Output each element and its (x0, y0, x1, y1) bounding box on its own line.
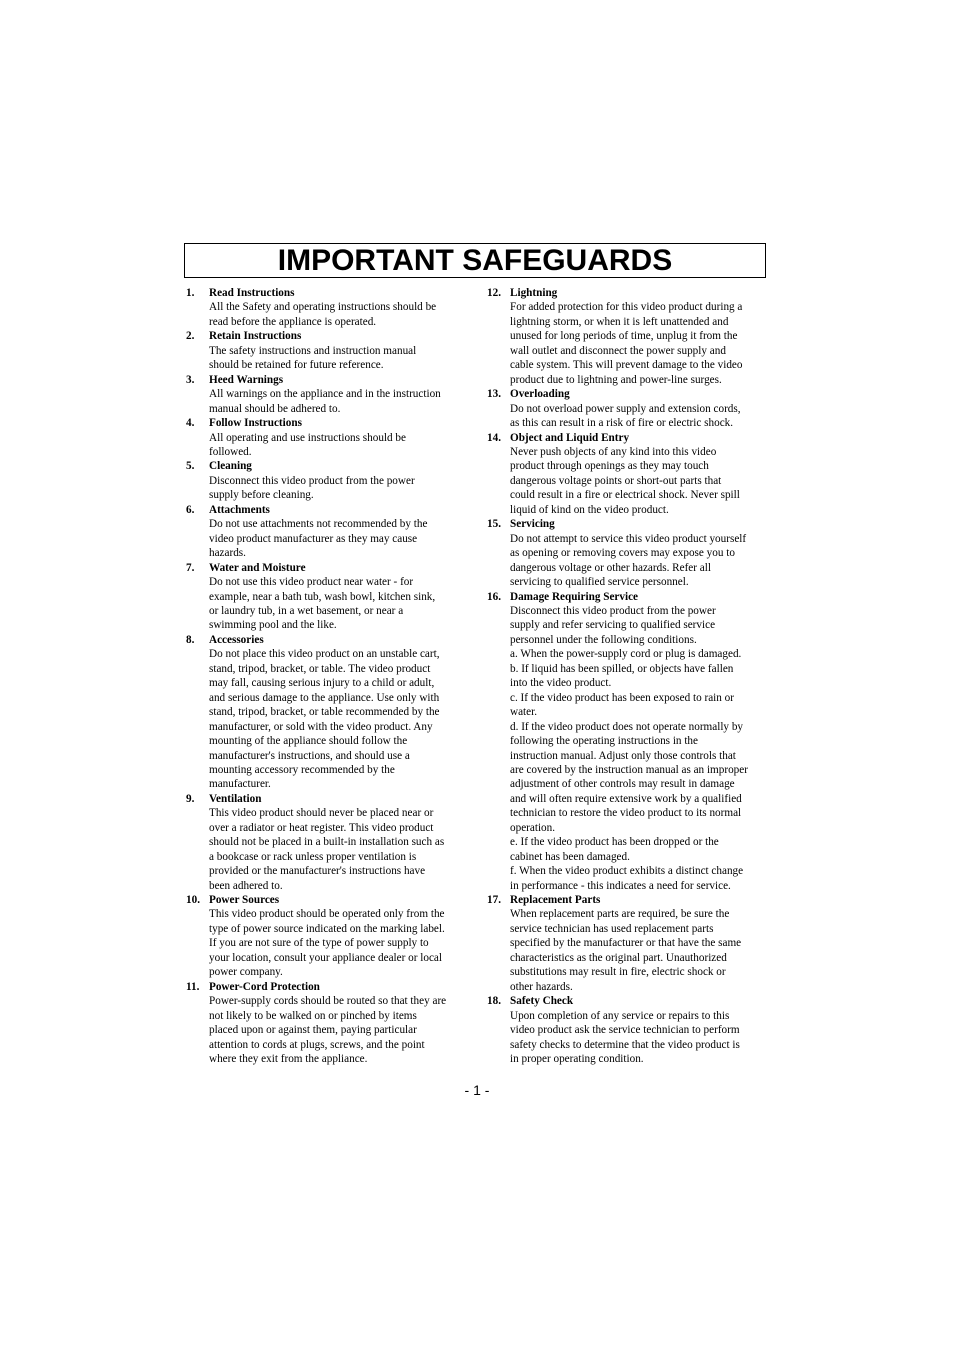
item-number: 9. (186, 792, 195, 805)
item-number: 1. (186, 287, 195, 299)
item-number: 12. (487, 287, 501, 299)
safeguard-item (186, 980, 468, 1067)
item-number: 2. (186, 330, 195, 343)
right-column (487, 286, 769, 1066)
item-number: 18. (487, 995, 501, 1008)
safeguard-item (186, 633, 468, 792)
item-heading: Lightning (510, 287, 558, 299)
safeguard-item (487, 994, 769, 1066)
item-number: 16. (487, 590, 501, 603)
safeguard-item (487, 387, 769, 430)
safeguard-item (186, 286, 468, 329)
item-text: Never push objects of any kind into this video product through openings as they may touch dangerous voltage points or short-out parts that could result in a fire or electrical shock. Never spill liquid of kind on the video product. (510, 445, 740, 516)
item-heading: Retain Instructions (209, 330, 302, 343)
item-text: Power-supply cords should be routed so that they are not likely to be walked on or pinched by items placed upon or against them, paying particular attention to cords at plugs, screws, and the point where they exit from the appliance. (209, 995, 447, 1066)
item-number: 17. (487, 894, 501, 907)
item-heading: Ventilation (209, 792, 262, 805)
page-title: IMPORTANT SAFEGUARDS (277, 243, 673, 277)
item-number: 7. (186, 561, 195, 574)
safeguard-item (487, 286, 769, 387)
item-text: This video product should be operated only from the type of power source indicated on the marking label. If you are not sure of the type of power supply to your location, consult your appliance dealer or local power company. (209, 908, 445, 979)
item-text: Do not overload power supply and extension cords, as this can result in a risk of fire or electric shock. (510, 402, 741, 430)
safeguard-item (186, 561, 468, 633)
item-text: Disconnect this video product from the power supply and refer servicing to qualified service personnel under the following conditions. a. When the power-supply cord or plug is damaged. b. If liquid has been spilled, or objects have fallen into the video product. c. If the video product has been exposed to rain or water. d. If the video product does not operate normally by following the operating instructions in the instruction manual. Adjust only those controls that are covered by the instruction manual as an improper adjustment of other controls may result in damage and will often require extensive work by a qualified technician to restore the video product to its normal operation. e. If the video product has been dropped or the cabinet has been damaged. f. When the video product exhibits a distinct change in performance - this indicates a need for service. (510, 604, 748, 892)
item-heading: Heed Warnings (209, 373, 284, 386)
item-number: 13. (487, 388, 501, 401)
item-text: Disconnect this video product from the power supply before cleaning. (209, 474, 415, 502)
item-number: 6. (186, 503, 195, 516)
safeguard-item (186, 373, 468, 416)
safeguard-item (487, 517, 769, 589)
item-heading: Accessories (209, 633, 264, 646)
item-number: 4. (186, 417, 195, 430)
item-heading: Power Sources (209, 894, 280, 907)
item-heading: Follow Instructions (209, 417, 302, 430)
item-number: 15. (487, 518, 501, 531)
item-number: 14. (487, 431, 501, 444)
item-number: 5. (186, 460, 195, 473)
item-heading: Damage Requiring Service (510, 590, 639, 603)
safeguard-item (487, 431, 769, 518)
item-heading: Safety Check (510, 995, 574, 1008)
safeguard-item (186, 329, 468, 372)
left-column (186, 286, 468, 1066)
item-text: Do not attempt to service this video product yourself as opening or removing covers may expose you to dangerous voltage or other hazards. Refer all servicing to qualified service personnel. (510, 532, 747, 589)
safeguard-item (186, 459, 468, 502)
item-heading: Power-Cord Protection (209, 980, 320, 993)
item-text: All operating and use instructions should be followed. (209, 431, 406, 458)
item-text: This video product should never be placed near or over a radiator or heat register. This video product should not be placed in a built-in installation such as a bookcase or rack unless proper ventilation is provided or the manufacturer's instructions have been adhered to. (209, 807, 445, 892)
item-heading: Replacement Parts (510, 894, 601, 907)
item-heading: Servicing (510, 518, 555, 531)
item-number: 8. (186, 633, 195, 646)
item-number: 10. (186, 894, 200, 907)
item-text: Do not place this video product on an unstable cart, stand, tripod, bracket, or table. The video product may fall, causing serious injury to a child or adult, and serious damage to the appliance. Use only with stand, tripod, bracket, or table recommended by the manufacturer, or sold with the video product. Any mounting of the appliance should follow the manufacturer's instructions, and should use a mounting accessory recommended by the manufacturer. (209, 648, 440, 791)
safeguard-item (186, 503, 468, 561)
safeguard-item (487, 893, 769, 994)
item-number: 3. (186, 373, 195, 386)
safeguard-item (186, 416, 468, 459)
item-heading: Attachments (209, 503, 270, 516)
item-text: The safety instructions and instruction manual should be retained for future reference. (209, 344, 417, 372)
item-number: 11. (186, 980, 200, 993)
item-heading: Cleaning (209, 460, 252, 473)
item-text: All warnings on the appliance and in the instruction manual should be adhered to. (209, 388, 441, 415)
item-text: Upon completion of any service or repairs to this video product ask the service technician to perform safety checks to determine that the video product is in proper operating condition. (510, 1009, 740, 1066)
title-box (184, 243, 766, 278)
safeguard-item (487, 590, 769, 894)
safeguard-item (186, 792, 468, 893)
item-text: When replacement parts are required, be sure the service technician has used replacement parts specified by the manufacturer or that have the same characteristics as the original part. Unauthorized substitutions may result in fire, electric shock or other hazards. (510, 908, 742, 993)
item-heading: Water and Moisture (209, 561, 306, 574)
item-text: Do not use attachments not recommended by the video product manufacturer as they may cause hazards. (209, 518, 428, 560)
page-number: - 1 - (464, 1082, 490, 1098)
item-heading: Object and Liquid Entry (510, 431, 630, 444)
item-heading: Read Instructions (209, 287, 295, 299)
safeguard-item (186, 893, 468, 980)
item-text: For added protection for this video product during a lightning storm, or when it is left unattended and unused for long periods of time, unplug it from the wall outlet and disconnect the power supply and cable system. This will prevent damage to the video product due to lightning and power-line surges. (510, 301, 743, 386)
item-text: Do not use this video product near water - for example, near a bath tub, wash bowl, kitchen sink, or laundry tub, in a wet basement, or near a swimming pool and the like. (209, 576, 436, 632)
item-text: All the Safety and operating instructions should be read before the appliance is operated. (209, 301, 437, 328)
item-heading: Overloading (510, 388, 570, 401)
